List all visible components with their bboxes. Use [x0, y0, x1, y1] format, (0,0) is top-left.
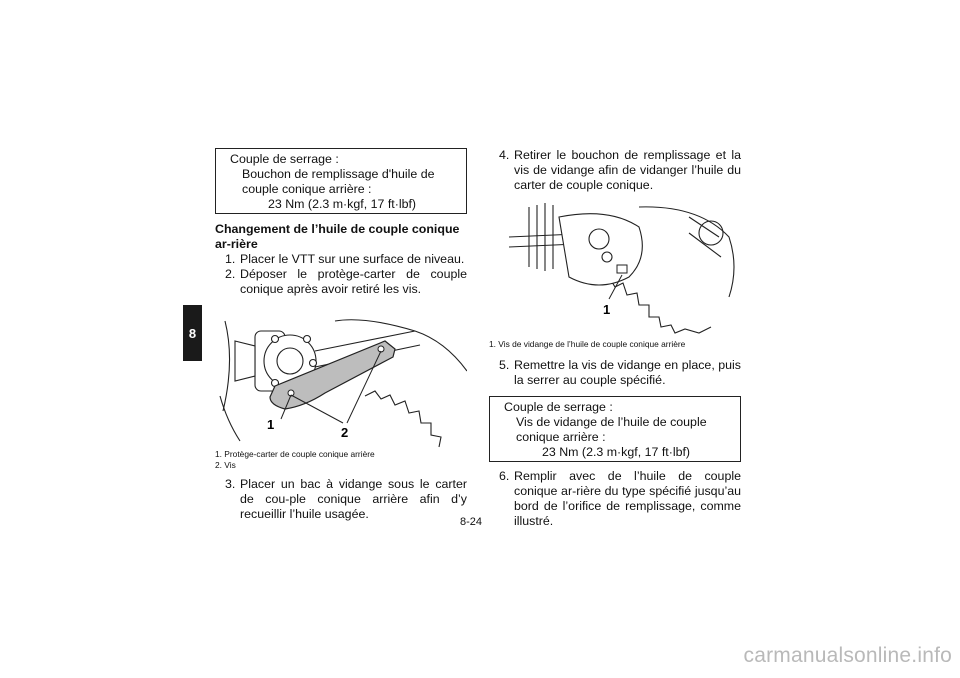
figure-label-2: 2 — [341, 425, 349, 440]
spec-item: Bouchon de remplissage d'huile de couple conique arrière : — [242, 167, 435, 196]
step-number: 3. — [225, 477, 236, 491]
step-text: Déposer le protège-carter de couple conique après avoir retiré les vis. — [240, 267, 467, 296]
section-heading: Changement de l’huile de couple conique ar-rière — [215, 222, 460, 251]
figure-drain-bolt — [489, 197, 741, 335]
step-4 — [489, 148, 741, 193]
step-text: Placer un bac à vidange sous le carter de cou-ple conique arrière afin d’y recueillir l’huile usagée. — [240, 477, 467, 521]
caption-1: 1. Protège-carter de couple conique arrière — [215, 449, 375, 459]
spec-item: Vis de vidange de l’huile de couple conique arrière : — [516, 415, 707, 444]
torque-spec-box-right — [489, 396, 741, 462]
chapter-tab-label: 8 — [188, 325, 197, 341]
step-text: Remplir avec de l’huile de couple conique ar-rière du type spécifié jusqu’au bord de l’orifice de remplissage, comme illustré. — [514, 469, 741, 528]
spec-value: 23 Nm (2.3 m·kgf, 17 ft·lbf) — [542, 445, 691, 459]
step-5 — [489, 358, 741, 388]
left-column — [215, 148, 467, 522]
figure-skid-plate — [215, 301, 467, 449]
step-number: 5. — [499, 358, 510, 372]
spec-title: Couple de serrage : — [230, 152, 339, 166]
step-text: Retirer le bouchon de remplissage et la vis de vidange afin de vidanger l’huile du carter de couple conique. — [514, 148, 741, 192]
step-number: 1. — [225, 252, 236, 266]
step-text: Placer le VTT sur une surface de niveau. — [240, 252, 465, 266]
watermark[interactable]: carmanualsonline.info — [743, 644, 952, 667]
spec-value: 23 Nm (2.3 m·kgf, 17 ft·lbf) — [268, 197, 417, 211]
spec-title: Couple de serrage : — [504, 400, 613, 414]
step-number: 4. — [499, 148, 510, 162]
caption-1: 1. Vis de vidange de l’huile de couple conique arrière — [489, 339, 686, 349]
caption-2: 2. Vis — [215, 460, 236, 470]
step-6 — [489, 469, 741, 529]
step-number: 2. — [225, 267, 236, 281]
right-column — [489, 148, 741, 529]
step-1 — [215, 252, 467, 267]
chapter-tab — [183, 305, 202, 361]
figure-label-1: 1 — [267, 417, 275, 432]
page-number: 8-24 — [460, 516, 483, 528]
figure-label-1: 1 — [603, 302, 611, 317]
step-number: 6. — [499, 469, 510, 483]
torque-spec-box-left — [215, 148, 467, 214]
step-3 — [215, 477, 467, 522]
step-2 — [215, 267, 467, 297]
step-text: Remettre la vis de vidange en place, puis la serrer au couple spécifié. — [514, 358, 741, 387]
